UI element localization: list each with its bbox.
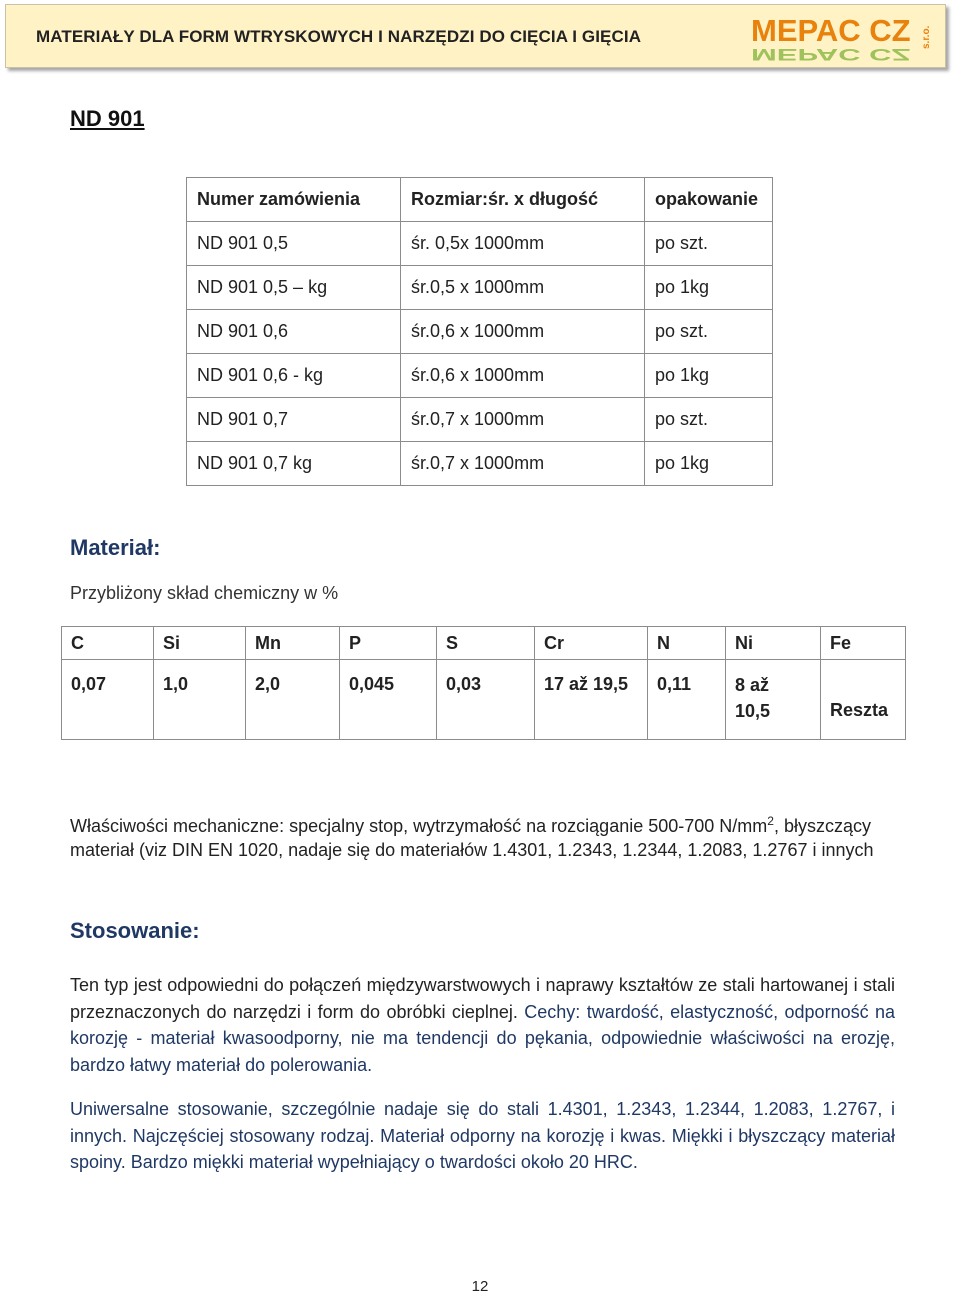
table-row [187,222,773,266]
usage-paragraph-1 [70,972,895,1078]
element-value: 1,0 [154,660,246,740]
usage-heading: Stosowanie: [70,918,200,943]
element-header: Cr [535,627,648,660]
table-row [187,354,773,398]
usage-paragraph-2: Uniwersalne stosowanie, szczególnie nadaje się do stali 1.4301, 1.2343, 1.2344, 1.2083, 1.2767, i innych. Najczęściej stosowany rodzaj. Materiał odporny na korozję i kwas. Miękki i błyszczący materiał spoiny. Bardzo miękki materiał wypełniający o twardości około 20 HRC. [70,1099,895,1172]
packaging: po szt. [645,222,773,266]
material-heading: Materiał: [70,535,161,560]
order-number: ND 901 0,6 - kg [187,354,401,398]
element-value: 8 až 10,5 [726,660,821,740]
table-row [187,266,773,310]
chemistry-header-row [62,627,906,660]
svg-text:s.r.o.: s.r.o. [921,25,932,49]
order-table [186,177,773,486]
size: śr. 0,5x 1000mm [401,222,645,266]
order-number: ND 901 0,5 [187,222,401,266]
element-header: Fe [821,627,906,660]
table-row [187,310,773,354]
element-header: C [62,627,154,660]
svg-text:MEPAC CZ: MEPAC CZ [751,45,911,65]
properties-text: Właściwości mechaniczne: specjalny stop, wytrzymałość na rozciąganie 500-700 N/mm [70,816,768,836]
size: śr.0,6 x 1000mm [401,354,645,398]
table-row [187,442,773,486]
superscript: 2 [767,814,774,828]
order-number: ND 901 0,7 kg [187,442,401,486]
header-cell: Rozmiar:śr. x długość [401,178,645,222]
element-value: 2,0 [246,660,340,740]
usage-text: Ten typ jest odpowiedni do połączeń międzywarstwowych i naprawy kształtów ze stali hartowanej i stali przeznaczonych do narzędzi i form do obróbki cieplnej. [70,975,895,1022]
mepac-logo [747,9,937,65]
size: śr.0,6 x 1000mm [401,310,645,354]
page-number: 12 [471,1278,489,1295]
packaging: po 1kg [645,354,773,398]
order-number: ND 901 0,5 – kg [187,266,401,310]
packaging: po szt. [645,310,773,354]
element-value: 0,03 [437,660,535,740]
element-value: 0,07 [62,660,154,740]
element-header: S [437,627,535,660]
element-value: Reszta [821,660,906,740]
header-cell: Numer zamówienia [187,178,401,222]
svg-text:MEPAC CZ: MEPAC CZ [751,13,911,48]
element-header: Ni [726,627,821,660]
page-header [5,4,946,68]
element-header: Mn [246,627,340,660]
order-number: ND 901 0,7 [187,398,401,442]
chemistry-subtitle: Przybliżony skład chemiczny w % [70,583,339,603]
size: śr.0,7 x 1000mm [401,442,645,486]
element-header: P [340,627,437,660]
document-title: ND 901 [70,106,145,131]
header-title: MATERIAŁY DLA FORM WTRYSKOWYCH I NARZĘDZI DO CIĘCIA I GIĘCIA [36,27,642,46]
properties-text-continued: , błyszczący materiał (viz DIN EN 1020, nadaje się do materiałów 1.4301, 1.2343, 1.2344, 1.2083, 1.2767 i innych [70,816,874,860]
element-value: 17 až 19,5 [535,660,648,740]
header-cell: opakowanie [645,178,773,222]
element-header: N [648,627,726,660]
table-row [187,398,773,442]
mechanical-properties [70,810,895,862]
element-value: 0,11 [648,660,726,740]
order-table-header [187,178,773,222]
chemistry-table [61,626,906,740]
packaging: po 1kg [645,266,773,310]
packaging: po 1kg [645,442,773,486]
element-header: Si [154,627,246,660]
packaging: po szt. [645,398,773,442]
usage-features-text: Cechy: twardość, elastyczność, odporność na korozję - materiał kwasoodporny, nie ma tendencji do pękania, odpowiednie właściwości na erozję, bardzo łatwy materiał do polerowania. [70,1001,895,1075]
element-value: 0,045 [340,660,437,740]
order-number: ND 901 0,6 [187,310,401,354]
chemistry-values-row [62,660,906,740]
size: śr.0,7 x 1000mm [401,398,645,442]
size: śr.0,5 x 1000mm [401,266,645,310]
